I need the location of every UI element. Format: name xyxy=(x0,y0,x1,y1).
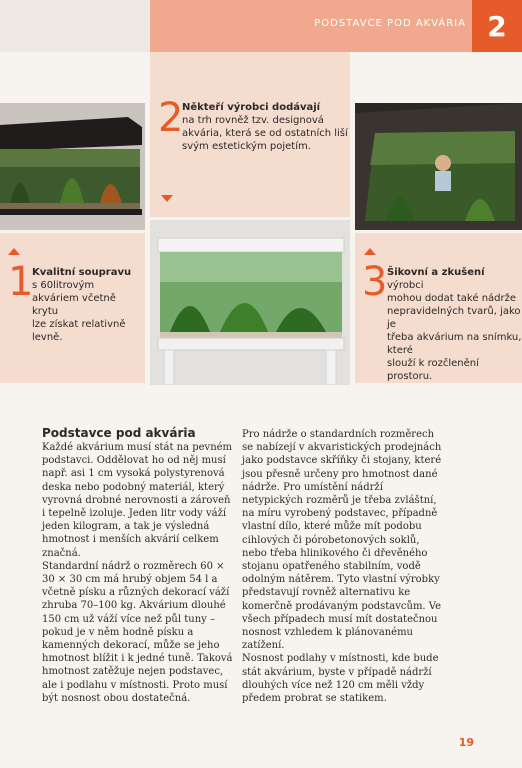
body-column-right xyxy=(242,428,447,705)
caption-3-title: Šikovní a zkušení xyxy=(387,267,485,278)
caption-1-line: lze získat relativně xyxy=(32,319,126,330)
photo-designer-aquarium xyxy=(150,220,350,385)
caption-3-title-rest: výrobci xyxy=(387,280,424,291)
caption-1-line: akváriem včetně krytu xyxy=(32,293,116,317)
body-column-left xyxy=(42,441,234,705)
caption-1-title: Kvalitní soupravu xyxy=(32,267,132,278)
caption-3-text xyxy=(387,266,522,383)
body-paragraph: Každé akvárium musí stát na pevném podstavci. Oddělovat ho od něj musí např. asi 1 cm vysoká polystyrenová deska nebo podobný materiál, který vyrovná drobné nerovnosti a zároveň i tepelně izoluje. Jeden litr vody váží jeden kilogram, a tak je výsledná hmotnost i menších akvárií celkem značná. xyxy=(42,442,233,559)
body-paragraph: Pro nádrže o standardních rozměrech se nabízejí v akvaristických prodejnách jako podstavce skříňky či stojany, které jsou přesně určeny pro hmotnost dané nádrže. Pro umístění nádrží netypických rozměrů je třeba zvláštní, na míru vyrobený podstavec, případně vlastní dílo, které může mít podobu cihlových či pórobetonových soklů, nebo třeba hlinikového či dřevěného stojanu opatřeného stabilním, vodě odolným nátěrem. Tyto vlastní výrobky představují rovněž alternativu ke komerčně prodávaným podstavcům. Ve všech případech musí mít dostatečnou nosnost vzhledem k plánovanému zatížení. xyxy=(242,429,442,652)
caption-3-pointer-icon xyxy=(364,248,376,255)
aquarium-set-illustration xyxy=(0,103,145,230)
caption-3-line: slouží k rozčlenění prostoru. xyxy=(387,358,479,382)
designer-aquarium-illustration xyxy=(150,220,350,385)
caption-2-pointer-icon xyxy=(161,195,173,202)
body-paragraph: Standardní nádrž o rozměrech 60 × 30 × 30 cm má hrubý objem 54 l a včetně písku a různých dekorací váží zhruba 70–100 kg. Akvárium dlouhé 150 cm už váží více než půl tuny – pokud je v něm hodně písku a kamenných dekorací, může se jeho hmotnost blížit i k jedné tuně. Taková hmotnost zatěžuje nejen podstavec, ale i podlahu v místnosti. Proto musí být nosnost obou dostatečná. xyxy=(42,560,233,704)
caption-2-line: akvária, která se od ostatních liší xyxy=(182,128,348,139)
chapter-number-badge: 2 xyxy=(472,0,522,52)
caption-3-line: nepravidelných tvarů, jako je xyxy=(387,306,521,330)
caption-2-line: na trh rovněž tzv. designová xyxy=(182,115,324,126)
caption-1-line: s 60litrovým xyxy=(32,280,95,291)
caption-2-line: svým estetickým pojetím. xyxy=(182,141,311,152)
caption-number-1: 1 xyxy=(8,259,34,305)
caption-3-line: mohou dodat také nádrže xyxy=(387,293,517,304)
caption-2-title: Někteří výrobci dodávají xyxy=(182,102,321,113)
caption-number-2: 2 xyxy=(158,95,184,141)
page-number: 19 xyxy=(458,736,474,749)
running-header-title: PODSTAVCE POD AKVÁRIA xyxy=(314,18,466,29)
caption-number-3: 3 xyxy=(362,259,388,305)
photo-irregular-aquarium xyxy=(355,103,522,230)
caption-1-text xyxy=(32,266,144,344)
photo-aquarium-set xyxy=(0,103,145,230)
irregular-aquarium-illustration xyxy=(355,103,522,230)
section-heading: Podstavce pod akvária xyxy=(42,426,196,440)
caption-1-pointer-icon xyxy=(8,248,20,255)
caption-3-line: třeba akvárium na snímku, které xyxy=(387,332,522,356)
caption-2-text xyxy=(182,101,350,153)
caption-1-line: levně. xyxy=(32,332,63,343)
body-paragraph: Nosnost podlahy v místnosti, kde bude stát akvárium, byste v případě nádrží dlouhých více než 120 cm měli vždy předem probrat se statikem. xyxy=(242,653,439,705)
